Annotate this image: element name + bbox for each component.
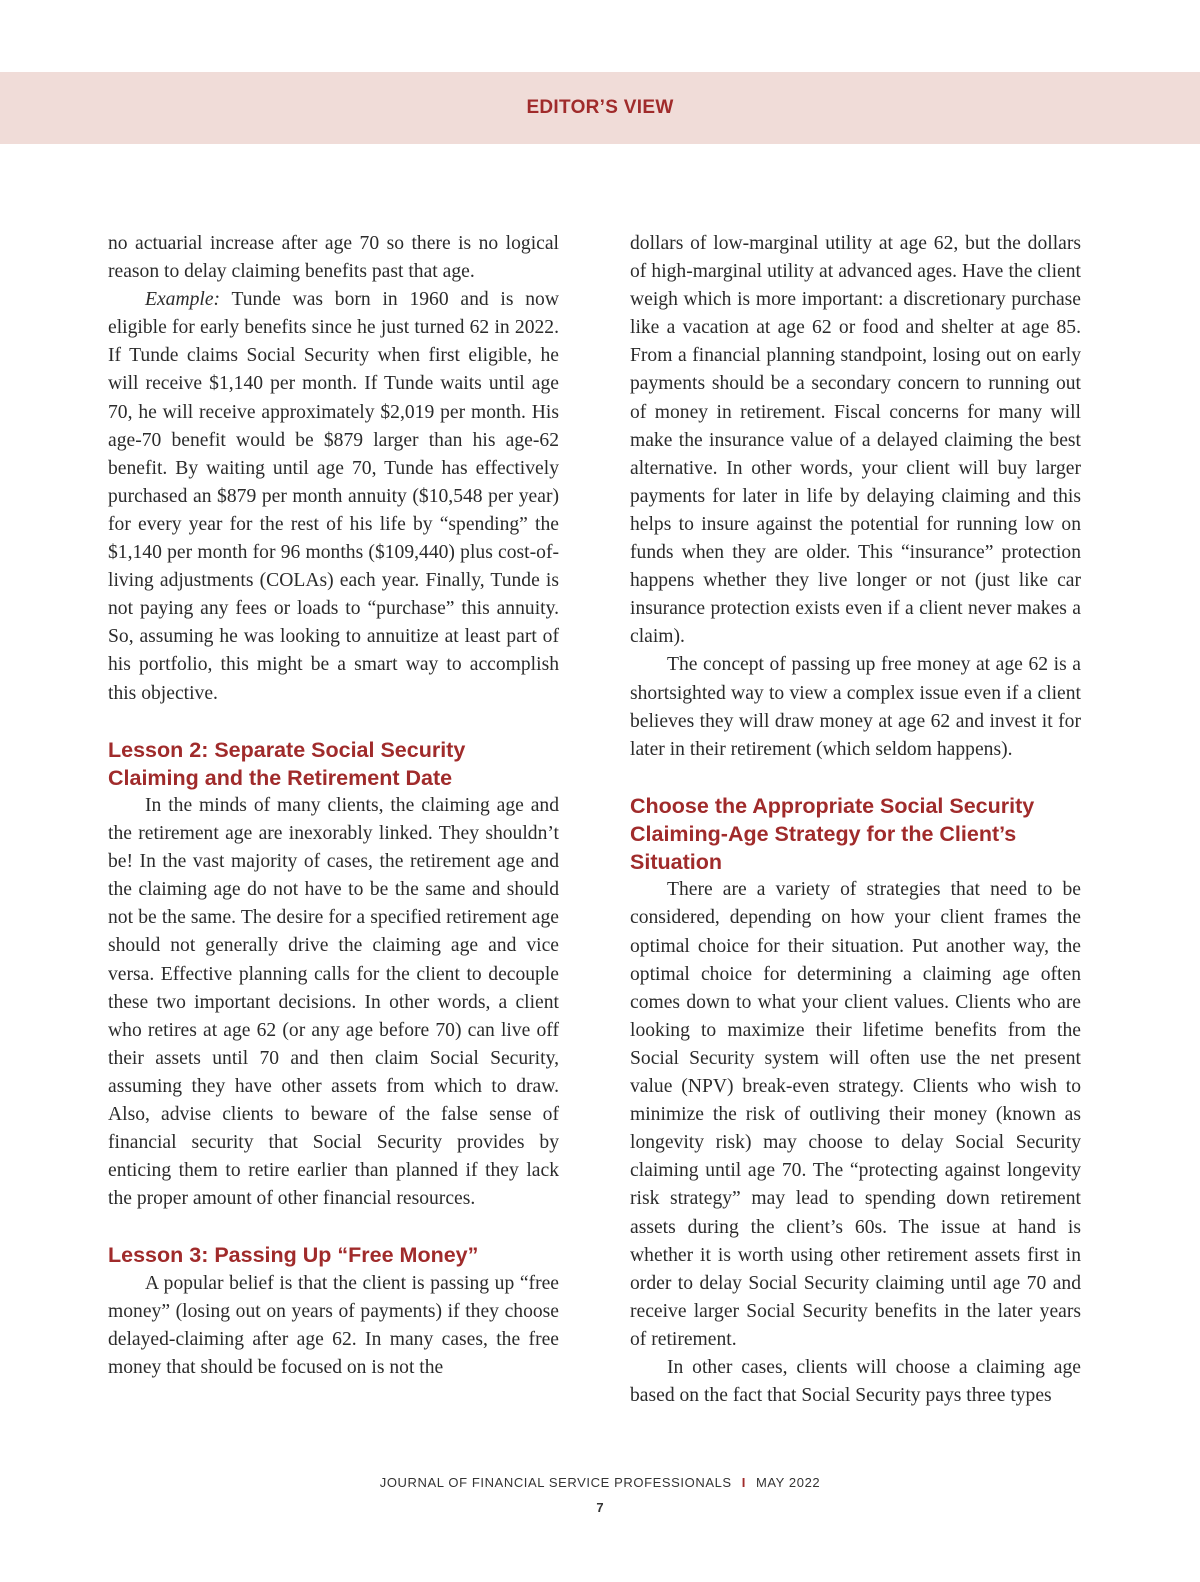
page-footer bbox=[0, 1475, 1200, 1490]
heading-lesson-2: Lesson 2: Separate Social Security Claiming and the Retirement Date bbox=[108, 737, 466, 790]
issue-date: MAY 2022 bbox=[755, 1475, 821, 1490]
example-lead: Example: bbox=[145, 289, 221, 311]
section-banner bbox=[0, 72, 1200, 144]
footer-separator: I bbox=[741, 1475, 746, 1490]
paragraph: no actuarial increase after age 70 so there is no logical reason to delay claiming benefits past that age. bbox=[108, 233, 559, 283]
example-body: Tunde was born in 1960 and is now eligible for early benefits since he just turned 62 in 2022. If Tunde claims Social Security when first eligible, he will receive $1,140 per month. If Tunde waits until age 70, he will receive approximately $2,019 per month. His age-70 benefit would be $879 larger than his age-62 benefit. By waiting until age 70, Tunde has effectively purchased an $879 per month annuity ($10,548 per year) for every year for the rest of his life by “spending” the $1,140 per month for 96 months ($109,440) plus cost-of-living adjustments (COLAs) each year. Finally, Tunde is not paying any fees or loads to “purchase” this annuity. So, assuming he was looking to annuitize at least part of his portfolio, this might be a smart way to accomplish this objective. bbox=[108, 289, 559, 704]
right-column bbox=[630, 230, 1081, 1410]
paragraph: A popular belief is that the client is passing up “free money” (losing out on years of payments) if they choose delayed-claiming after age 62. In many cases, the free money that should be focused on is not the bbox=[108, 1272, 559, 1378]
paragraph: dollars of low-marginal utility at age 62, but the dollars of high-marginal utility at advanced ages. Have the client weigh which is more important: a discretionary purchase like a vacation at age 62 or food and shelter at age 85. From a financial planning standpoint, losing out on early payments should be a secondary concern to running out of money in retirement. Fiscal concerns for many will make the insurance value of a delayed claiming the best alternative. In other words, your client will buy larger payments for later in life by delaying claiming and this helps to insure against the potential for running low on funds when they are older. This “insurance” protection happens whether they live longer or not (just like car insurance protection exists even if a client never makes a claim). bbox=[630, 233, 1081, 648]
section-label: EDITOR’S VIEW bbox=[526, 97, 674, 118]
example-paragraph bbox=[108, 286, 559, 707]
left-column bbox=[108, 230, 559, 1382]
paragraph: There are a variety of strategies that need to be considered, depending on how your client frames the optimal choice for their situation. Put another way, the optimal choice for determining a claiming age often comes down to what your client values. Clients who are looking to maximize their lifetime benefits from the Social Security system will often use the net present value (NPV) break-even strategy. Clients who wish to minimize the risk of outliving their money (known as longevity risk) may choose to delay Social Security claiming until age 70. The “protecting against longevity risk strategy” may lead to spending down retirement assets during the client’s 60s. The issue at hand is whether it is worth using other retirement assets first in order to delay Social Security claiming until age 70 and receive larger Social Security benefits in the later years of retirement. bbox=[630, 879, 1081, 1350]
page-number: 7 bbox=[596, 1500, 604, 1515]
heading-choose-strategy: Choose the Appropriate Social Security Claiming-Age Strategy for the Client’s Situation bbox=[630, 793, 1035, 875]
journal-title: JOURNAL OF FINANCIAL SERVICE PROFESSIONALS bbox=[379, 1475, 732, 1490]
paragraph: The concept of passing up free money at age 62 is a shortsighted way to view a complex issue even if a client believes they will draw money at age 62 and invest it for later in their retirement (which seldom happens). bbox=[630, 654, 1081, 760]
paragraph: In the minds of many clients, the claiming age and the retirement age are inexorably linked. They shouldn’t be! In the vast majority of cases, the retirement age and the claiming age do not have to be the same and should not be the same. The desire for a specified retirement age should not generally drive the claiming age and vice versa. Effective planning calls for the client to decouple these two important decisions. In other words, a client who retires at age 62 (or any age before 70) can live off their assets until 70 and then claim Social Security, assuming they have other assets from which to draw. Also, advise clients to beware of the false sense of financial security that Social Security provides by enticing them to retire earlier than planned if they lack the proper amount of other financial resources. bbox=[108, 795, 559, 1210]
paragraph: In other cases, clients will choose a claiming age based on the fact that Social Security pays three types bbox=[630, 1356, 1081, 1407]
heading-lesson-3: Lesson 3: Passing Up “Free Money” bbox=[108, 1243, 479, 1268]
